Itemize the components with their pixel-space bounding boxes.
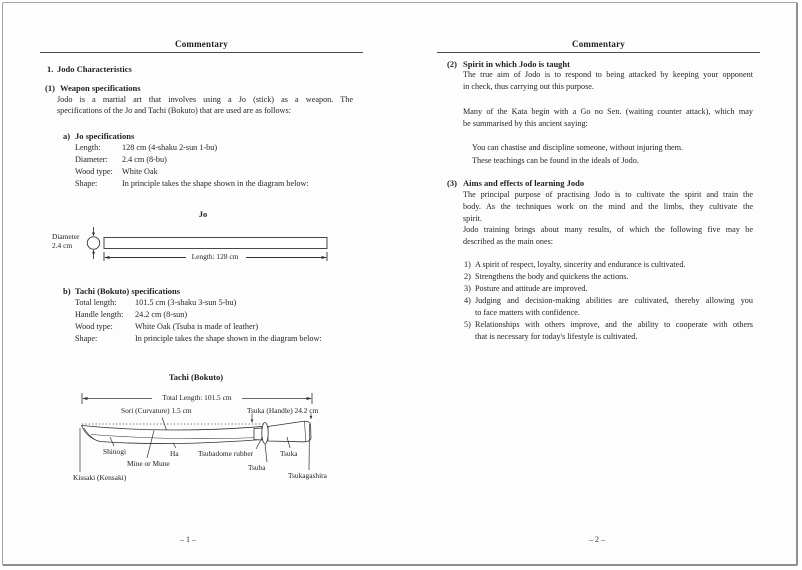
tsukagashira-label: Tsukagashira (288, 471, 327, 480)
tsuba-label: Tsuba (248, 463, 266, 472)
spirit-paragraph-1: The true aim of Jodo is to respond to being attacked by keeping your opponent in check, thus carrying out this purpose. (463, 70, 753, 91)
tsukagashira-leader (309, 424, 310, 470)
spec-value: 101.5 cm (3-shaku 3-sun 5-bu) (135, 298, 237, 307)
spec-value: 2.4 cm (8-bu) (122, 155, 167, 164)
heading-jo-specifications (63, 131, 134, 141)
running-head-rule-left (40, 52, 363, 53)
aims-paragraph-1: The principal purpose of practising Jodo is to cultivate the spirit and train the body. As the techniques work on the mind and the limbs, they cultivate the spirit. (463, 190, 753, 223)
shinogi-label: Shinogi (103, 447, 126, 456)
spec-label: Shape: (75, 334, 98, 343)
sori-leader-line (162, 418, 167, 432)
tsuka-label: Tsuka (280, 449, 298, 458)
heading-title: Jo specifications (75, 131, 135, 141)
arrowhead-down-left (251, 420, 254, 424)
list-item-text: Relationships with others improve, and the ability to cooperate with others that is necessary for today's lifestyle is cultivated. (475, 320, 753, 341)
jo-cross-section-circle (87, 237, 99, 249)
list-item-text: A spirit of respect, loyalty, sincerity and endurance is cultivated. (475, 260, 686, 269)
effects-list (464, 259, 753, 343)
spec-value: In principle takes the shape shown in the diagram below: (135, 334, 322, 343)
tsubadome-label: Tsubadome rubber (198, 449, 254, 458)
jo-diagram-title: Jo (198, 209, 208, 219)
jo-diameter-label: Diameter 2.4 cm (52, 232, 80, 250)
section-number: 1. (47, 64, 54, 74)
spec-row-wood-type (75, 321, 322, 333)
heading-aims-effects (447, 178, 584, 188)
spec-value: 128 cm (4-shaku 2-sun 1-bu) (122, 143, 218, 152)
spec-row-handle-length (75, 309, 322, 321)
quote-line-1: You can chastise and discipline someone, without injuring them. (472, 143, 684, 152)
tsuka-length-label: Tsuka (Handle) 24.2 cm (247, 406, 319, 415)
jo-stick-shape (104, 238, 327, 249)
effects-list-item-3 (464, 283, 753, 295)
spec-row-shape (75, 178, 309, 190)
heading-title: Aims and effects of learning Jodo (463, 178, 585, 188)
list-item-text: Judging and decision-making abilities are cultivated, thereby allowing you to face matters with confidence. (475, 296, 753, 317)
tachi-diagram (55, 388, 400, 486)
tachi-spec-table (75, 297, 322, 345)
arrowhead-right (322, 256, 328, 259)
mine-label: Mine or Mune (127, 459, 170, 468)
spec-row-diameter (75, 154, 309, 166)
spec-label: Total length: (75, 298, 117, 307)
spec-value: White Oak (122, 167, 158, 176)
heading-title: Weapon specifications (60, 83, 141, 93)
ancient-saying-quote (472, 141, 683, 167)
effects-list-item-1 (464, 259, 753, 271)
heading-letter: b) (63, 286, 71, 296)
aims-paragraphs (463, 189, 753, 248)
spec-label: Handle length: (75, 310, 124, 319)
spec-label: Wood type: (75, 167, 113, 176)
arrowhead-left (82, 397, 88, 400)
running-head-left: Commentary (175, 39, 228, 49)
spec-label: Diameter: (75, 155, 108, 164)
list-item-number: 3) (464, 284, 471, 293)
effects-list-item-5 (464, 319, 753, 343)
section-heading-jodo-characteristics (47, 64, 132, 74)
effects-list-item-2 (464, 271, 753, 283)
jo-length-label: Length: 128 cm (191, 252, 239, 261)
heading-number: (1) (45, 83, 55, 93)
tsubadome-rubber-shape (254, 428, 262, 440)
spec-value: 24.2 cm (8-sun) (135, 310, 188, 319)
spec-value: In principle takes the shape shown in the diagram below: (122, 179, 309, 188)
jo-diagram-drawing (40, 222, 370, 270)
arrowhead-right (307, 397, 313, 400)
list-item-text: Posture and attitude are improved. (475, 284, 588, 293)
spec-label: Length: (75, 143, 101, 152)
spec-value: White Oak (Tsuba is made of leather) (135, 322, 259, 331)
spec-row-shape (75, 333, 322, 345)
tsuba-leader (265, 444, 267, 462)
jo-diagram (40, 222, 370, 270)
list-item-number: 5) (464, 320, 471, 329)
heading-spirit-taught (447, 59, 570, 69)
spec-label: Wood type: (75, 322, 113, 331)
heading-title: Tachi (Bokuto) specifications (75, 286, 181, 296)
list-item-text: Strengthens the body and quickens the actions. (475, 272, 629, 281)
kissaki-label: Kissaki (Kensaki) (73, 473, 127, 482)
running-head-right: Commentary (572, 39, 625, 49)
arrowhead-down (92, 233, 95, 237)
sori-label: Sori (Curvature) 1.5 cm (121, 406, 192, 415)
quote-line-2: These teachings can be found in the ideals of Jodo. (472, 156, 639, 165)
heading-number: (3) (447, 178, 457, 188)
spec-row-total-length (75, 297, 322, 309)
list-item-number: 1) (464, 260, 471, 269)
total-length-label: Total Length: 101.5 cm (162, 393, 232, 402)
page-number-right: – 2 – (589, 535, 605, 544)
tachi-diagram-drawing (55, 388, 400, 486)
arrowhead-down-right (310, 416, 313, 420)
arrowhead-up (92, 250, 95, 254)
list-item-number: 4) (464, 296, 471, 305)
heading-weapon-specifications (45, 83, 141, 93)
jo-spec-table (75, 142, 309, 190)
spec-row-wood-type (75, 166, 309, 178)
tachi-diagram-title: Tachi (Bokuto) (168, 372, 224, 382)
running-head-rule-right (437, 52, 760, 53)
tsuba-shape (262, 423, 268, 444)
heading-title: Spirit in which Jodo is taught (463, 59, 570, 69)
tachi-blade-shape (82, 426, 263, 444)
weapon-intro-paragraph: Jodo is a martial art that involves using a Jo (stick) as a weapon. The specifications of the Jo and Tachi (Bokuto) that are used are as follows: (57, 95, 353, 115)
spec-label: Shape: (75, 179, 98, 188)
spirit-paragraph-2: Many of the Kata begin with a Go no Sen. (waiting counter attack), which may be summarised by this ancient saying: (463, 107, 753, 128)
spec-row-length (75, 142, 309, 154)
heading-number: (2) (447, 59, 457, 69)
arrowhead-left (104, 256, 110, 259)
section-title: Jodo Characteristics (57, 64, 132, 74)
effects-list-item-4 (464, 295, 753, 319)
ha-label: Ha (170, 449, 179, 458)
aims-paragraph-2: Jodo training brings about many results, of which the following five may be described as the main ones: (463, 225, 753, 247)
heading-tachi-specifications (63, 286, 180, 296)
heading-letter: a) (63, 131, 71, 141)
page-number-left: – 1 – (180, 535, 196, 544)
list-item-number: 2) (464, 272, 471, 281)
